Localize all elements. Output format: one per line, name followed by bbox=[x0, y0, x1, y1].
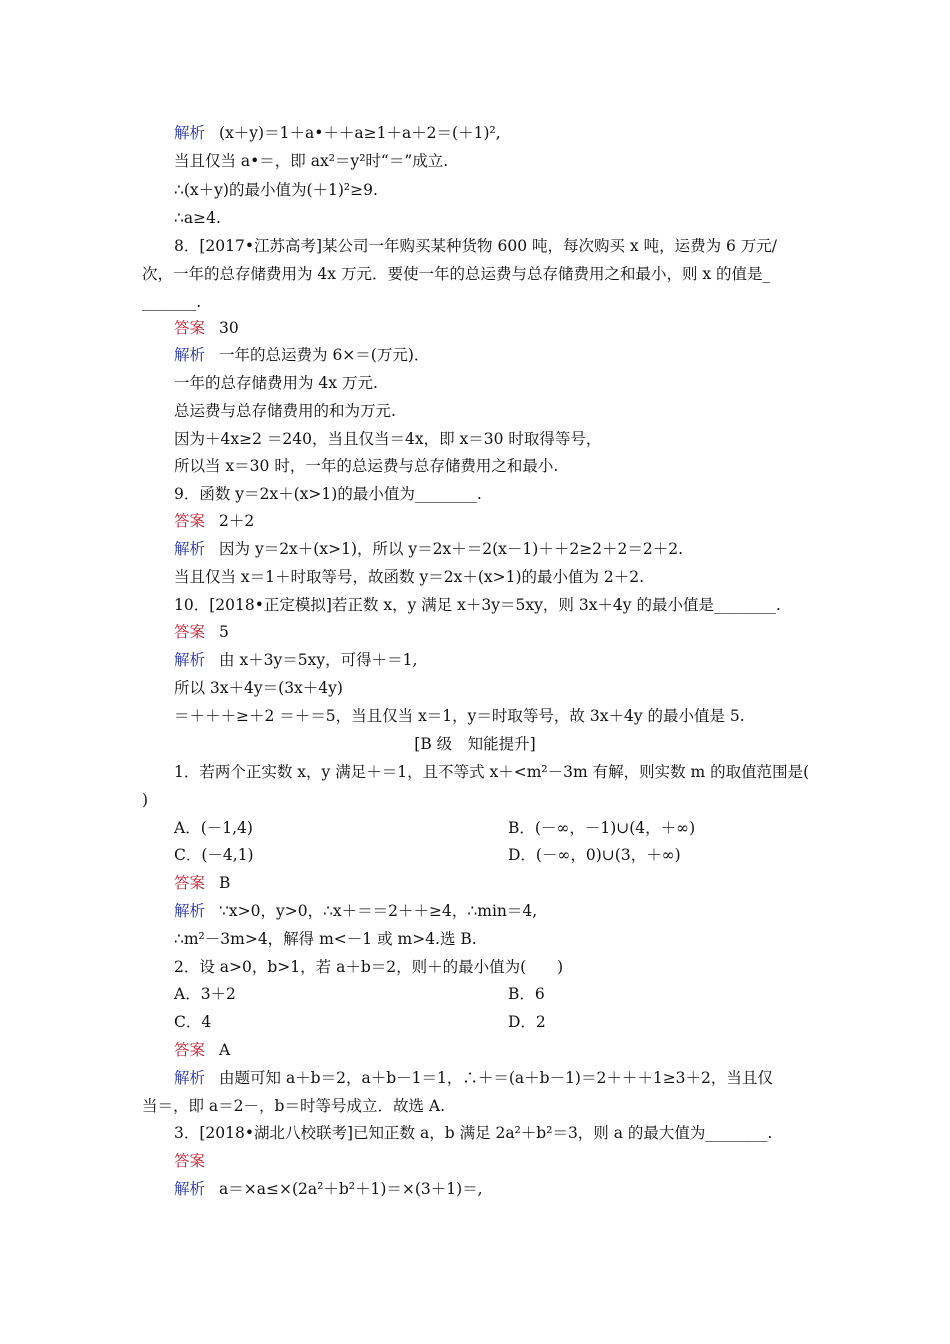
text-line-content: ∴a≥4. bbox=[174, 209, 221, 227]
question-text: 1．若两个正实数 x，y 满足＋＝1，且不等式 x＋<m²－3m 有解，则实数 m 的取值范围是( bbox=[174, 763, 810, 781]
analysis-text: 由 x＋3y＝5xy，可得＋＝1, bbox=[219, 651, 418, 669]
section-heading-text: [B 级 知能提升] bbox=[414, 735, 536, 753]
answer-text: A bbox=[219, 1041, 231, 1059]
question-text: 3．[2018•湖北八校联考]已知正数 a，b 满足 2a²＋b²＝3，则 a 的最大值为________. bbox=[174, 1124, 773, 1142]
analysis-text: a＝×a≤×(2a²＋b²＋1)＝×(3＋1)＝, bbox=[219, 1180, 483, 1198]
question-text: ) bbox=[142, 791, 149, 809]
text-line-content: 当＝，即 a＝2－，b＝时等号成立．故选 A. bbox=[142, 1097, 446, 1115]
text-line-content: 当且仅当 a•＝，即 ax²＝y²时“＝”成立. bbox=[174, 152, 449, 170]
option-c: C．(－4,1) bbox=[174, 846, 254, 864]
answer-label: 答案 bbox=[174, 623, 206, 641]
text-line-content: ∴(x＋y)的最小值为(＋1)²≥9. bbox=[174, 181, 378, 199]
answer-text: B bbox=[219, 874, 231, 892]
answer-text: 30 bbox=[219, 319, 239, 337]
option-a: A．3＋2 bbox=[174, 985, 236, 1003]
analysis-text: 由题可知 a＋b＝2，a＋b－1＝1，∴＋＝(a＋b－1)＝2＋＋＋1≥3＋2，当且仅 bbox=[219, 1069, 773, 1087]
text-line-content: 所以 3x＋4y＝(3x＋4y) bbox=[174, 679, 343, 697]
section-heading bbox=[0, 734, 950, 754]
answer-text: 2＋2 bbox=[219, 512, 255, 530]
answer-label: 答案 bbox=[174, 512, 206, 530]
text-line-content: 因为＋4x≥2 ＝240，当且仅当＝4x，即 x＝30 时取得等号， bbox=[174, 430, 602, 448]
text-line-content: 所以当 x＝30 时，一年的总运费与总存储费用之和最小. bbox=[174, 457, 559, 475]
text-line-content: 总运费与总存储费用的和为万元. bbox=[174, 402, 396, 420]
answer-text: 5 bbox=[219, 623, 229, 641]
option-d: D．(－∞，0)∪(3，＋∞) bbox=[508, 846, 681, 864]
text-line-content: ＝＋＋＋≥＋2 ＝＋＝5，当且仅当 x＝1，y＝时取等号，故 3x＋4y 的最小值是 5. bbox=[174, 707, 745, 725]
analysis-text: (x＋y)＝1＋a•＋＋a≥1＋a＋2＝(＋1)², bbox=[219, 124, 501, 142]
answer-label: 答案 bbox=[174, 1041, 206, 1059]
analysis-label: 解析 bbox=[174, 651, 206, 669]
answer-label: 答案 bbox=[174, 874, 206, 892]
analysis-label: 解析 bbox=[174, 346, 206, 364]
question-text: 次，一年的总存储费用为 4x 万元．要使一年的总运费与总存储费用之和最小，则 x 的值是_ bbox=[142, 265, 771, 283]
analysis-label: 解析 bbox=[174, 124, 206, 142]
option-b: B．6 bbox=[508, 985, 545, 1003]
option-a: A．(－1,4) bbox=[174, 819, 253, 837]
answer-label: 答案 bbox=[174, 1152, 206, 1170]
option-c: C．4 bbox=[174, 1013, 212, 1031]
analysis-text: ∵x>0，y>0，∴x＋＝＝2＋＋≥4，∴min＝4, bbox=[219, 902, 538, 920]
question-text: 10．[2018•正定模拟]若正数 x，y 满足 x＋3y＝5xy，则 3x＋4y 的最小值是________. bbox=[174, 596, 781, 614]
analysis-label: 解析 bbox=[174, 540, 206, 558]
analysis-label: 解析 bbox=[174, 1180, 206, 1198]
text-line-content: 一年的总存储费用为 4x 万元. bbox=[174, 374, 378, 392]
question-text: 9．函数 y＝2x＋(x>1)的最小值为________. bbox=[174, 485, 482, 503]
analysis-text: 一年的总运费为 6×＝(万元)． bbox=[219, 346, 430, 364]
analysis-label: 解析 bbox=[174, 1069, 206, 1087]
question-text: _______. bbox=[142, 293, 202, 311]
question-text: 8．[2017•江苏高考]某公司一年购买某种货物 600 吨，每次购买 x 吨，运费为 6 万元/ bbox=[174, 237, 778, 255]
analysis-label: 解析 bbox=[174, 902, 206, 920]
text-line-content: 当且仅当 x＝1＋时取等号，故函数 y＝2x＋(x>1)的最小值为 2＋2. bbox=[174, 568, 645, 586]
text-line-content: ∴m²－3m>4，解得 m<－1 或 m>4.选 B. bbox=[174, 930, 477, 948]
option-d: D．2 bbox=[508, 1013, 546, 1031]
answer-label: 答案 bbox=[174, 319, 206, 337]
analysis-text: 因为 y＝2x＋(x>1)，所以 y＝2x＋＝2(x－1)＋＋2≥2＋2＝2＋2. bbox=[219, 540, 684, 558]
question-text: 2．设 a>0，b>1，若 a＋b＝2，则＋的最小值为( ) bbox=[174, 958, 564, 976]
option-b: B．(－∞，－1)∪(4，＋∞) bbox=[508, 819, 696, 837]
